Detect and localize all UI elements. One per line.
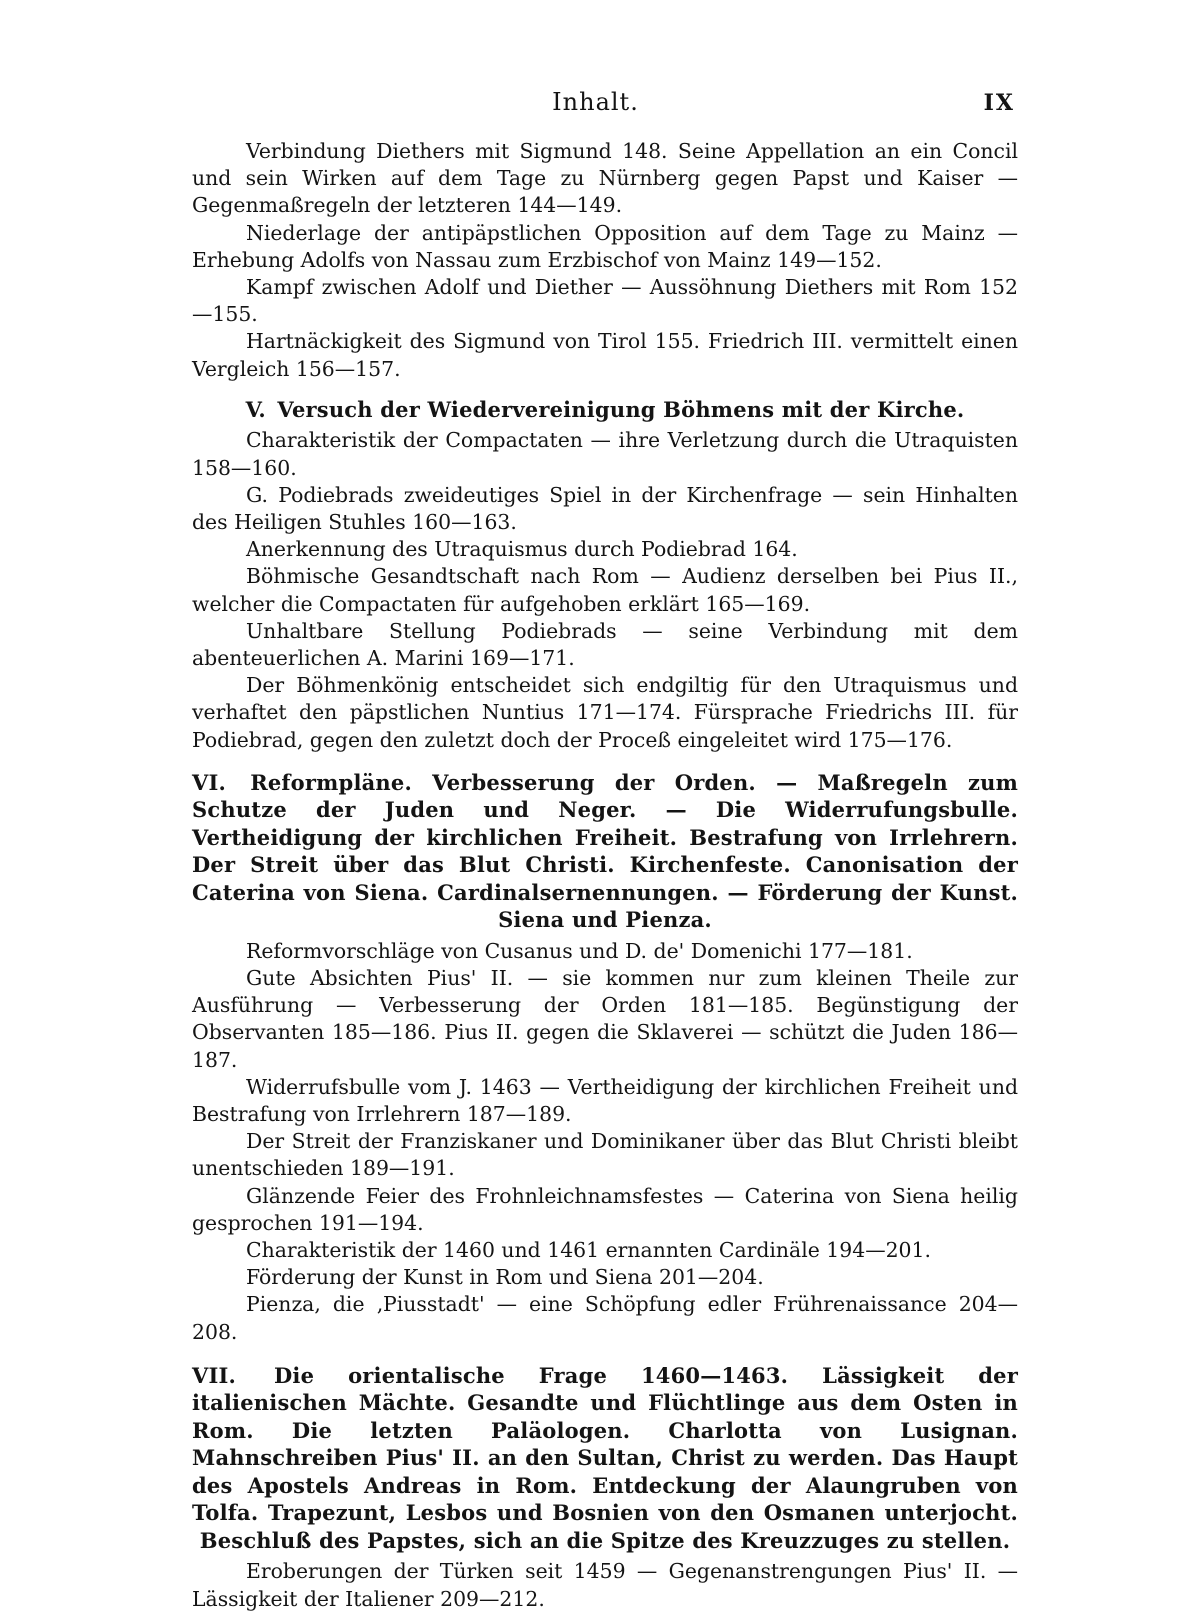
toc-entry: Der Böhmenkönig entscheidet sich endgiltig für den Utraquismus und verhaftet den päpstlichen Nuntius 171—174. Fürsprache Friedrichs III. für Podiebrad, gegen den zuletzt doch der Proceß eingeleitet wird 175—176. bbox=[192, 673, 1018, 752]
toc-entry: Anerkennung des Utraquismus durch Podiebrad 164. bbox=[246, 537, 798, 562]
page-number: IX bbox=[983, 90, 1015, 116]
chapter-title: Reformpläne. Verbesserung der Orden. — Maßregeln zum Schutze der Juden und Neger. — Die Widerrufungsbulle. Vertheidigung der kirchlichen Freiheit. Bestrafung von Irrlehrern. Der Streit über das Blut Christi. Kirchenfeste. Canonisation der Caterina von Siena. Cardinalsernennungen. — Förderung der Kunst. Siena und Pienza. bbox=[192, 769, 1018, 933]
chapter-heading bbox=[192, 769, 1018, 934]
toc-entry: Niederlage der antipäpstlichen Opposition auf dem Tage zu Mainz — Erhebung Adolfs von Nassau zum Erzbischof von Mainz 149—152. bbox=[192, 220, 1018, 272]
toc-entry: Förderung der Kunst in Rom und Siena 201—204. bbox=[246, 1265, 764, 1290]
toc-entry: Glänzende Feier des Frohnleichnamsfestes — Caterina von Siena heilig gesprochen 191—194. bbox=[192, 1183, 1018, 1235]
toc-entry: Unhaltbare Stellung Podiebrads — seine Verbindung mit dem abenteuerlichen A. Marini 169—171. bbox=[192, 618, 1018, 670]
toc-entry: Widerrufsbulle vom J. 1463 — Vertheidigung der kirchlichen Freiheit und Bestrafung von Irrlehrern 187—189. bbox=[192, 1074, 1018, 1126]
chapter-number: VI. bbox=[192, 769, 227, 795]
chapter-number: V. bbox=[245, 396, 266, 422]
toc-entry: Gute Absichten Pius' II. — sie kommen nur zum kleinen Theile zur Ausführung — Verbesserung der Orden 181—185. Begünstigung der Observanten 185—186. Pius II. gegen die Sklaverei — schützt die Juden 186—187. bbox=[192, 965, 1018, 1072]
chapter-title: Die orientalische Frage 1460—1463. Lässigkeit der italienischen Mächte. Gesandte und Flüchtlinge aus dem Osten in Rom. Die letzten Paläologen. Charlotta von Lusignan. Mahnschreiben Pius' II. an den Sultan, Christ zu werden. Das Haupt des Apostels Andreas in Rom. Entdeckung der Alaungruben von Tolfa. Trapezunt, Lesbos und Bosnien von den Osmanen unterjocht. Beschluß des Papstes, sich an die Spitze des Kreuzzuges zu stellen. bbox=[192, 1362, 1019, 1553]
section-vii bbox=[192, 1362, 1018, 1613]
chapter-number: VII. bbox=[192, 1362, 237, 1388]
chapter-heading bbox=[192, 1362, 1018, 1555]
toc-entry: Charakteristik der 1460 und 1461 ernannten Cardinäle 194—201. bbox=[246, 1238, 931, 1262]
toc-entry: Charakteristik der Compactaten — ihre Verletzung durch die Utraquisten 158—160. bbox=[192, 428, 1018, 480]
toc-entry: Hartnäckigkeit des Sigmund von Tirol 155. Friedrich III. vermittelt einen Vergleich 156—157. bbox=[192, 329, 1018, 381]
toc-entry: Eroberungen der Türken seit 1459 — Gegenanstrengungen Pius' II. — Lässigkeit der Italiener 209—212. bbox=[192, 1559, 1018, 1611]
chapter-title: Versuch der Wiedervereinigung Böhmens mit der Kirche. bbox=[277, 396, 965, 422]
toc-entry: Reformvorschläge von Cusanus und D. de' Domenichi 177—181. bbox=[246, 938, 913, 963]
toc-entry: G. Podiebrads zweideutiges Spiel in der Kirchenfrage — sein Hinhalten des Heiligen Stuhles 160—163. bbox=[192, 482, 1018, 534]
section-v bbox=[192, 396, 1018, 754]
chapter-heading bbox=[192, 396, 1018, 424]
toc-entry: Pienza, die ‚Piusstadt' — eine Schöpfung edler Frührenaissance 204—208. bbox=[192, 1292, 1018, 1344]
section-vi bbox=[192, 769, 1018, 1346]
page-header bbox=[0, 88, 1191, 128]
toc-entry: Böhmische Gesandtschaft nach Rom — Audienz derselben bei Pius II., welcher die Compactaten für aufgehoben erklärt 165—169. bbox=[192, 564, 1018, 616]
table-of-contents bbox=[192, 138, 1018, 1613]
running-title: Inhalt. bbox=[552, 88, 639, 116]
section-continuation bbox=[192, 138, 1018, 383]
toc-entry: Kampf zwischen Adolf und Diether — Aussöhnung Diethers mit Rom 152—155. bbox=[192, 275, 1018, 327]
toc-entry: Der Streit der Franziskaner und Dominikaner über das Blut Christi bleibt unentschieden 189—191. bbox=[192, 1129, 1018, 1181]
toc-entry: Verbindung Diethers mit Sigmund 148. Seine Appellation an ein Concil und sein Wirken auf dem Tage zu Nürnberg gegen Papst und Kaiser — Gegenmaßregeln der letzteren 144—149. bbox=[192, 139, 1018, 218]
